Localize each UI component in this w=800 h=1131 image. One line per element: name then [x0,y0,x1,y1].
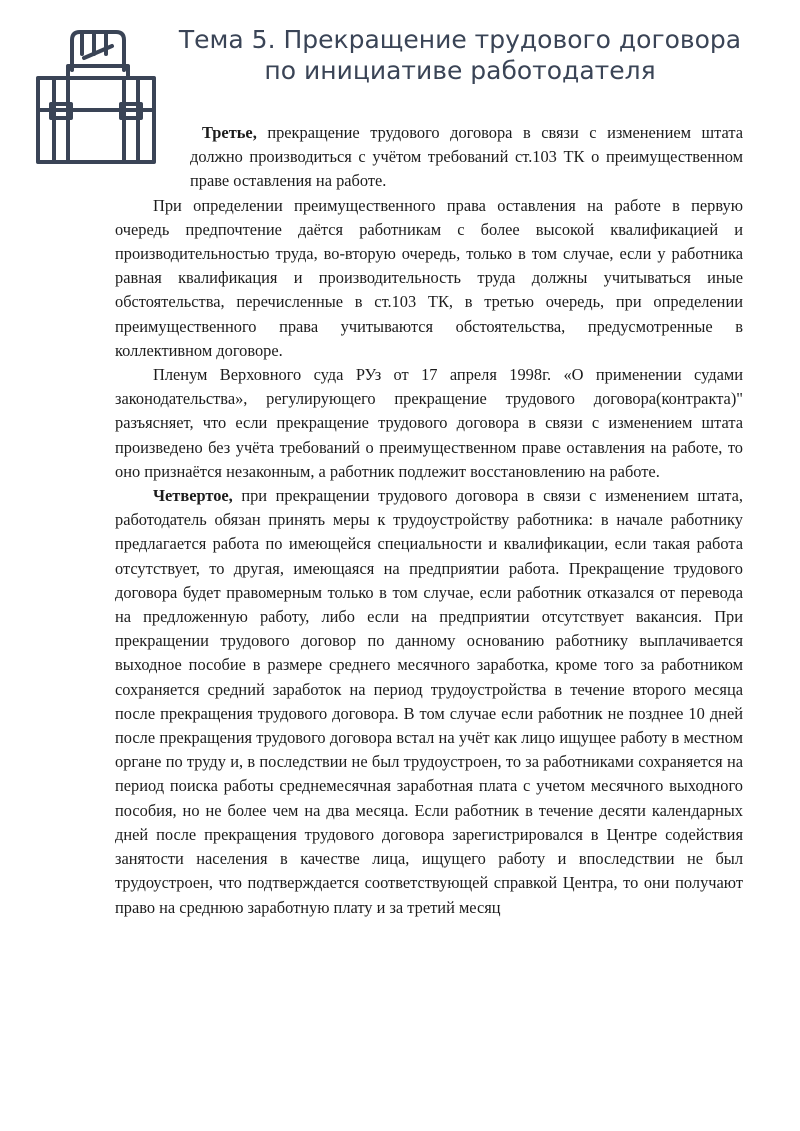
page-title [170,24,750,86]
title-line-1: Тема 5. Прекращение трудового договора [178,25,742,54]
paragraph-text: при прекращении трудового договора в связи с изменением штата, работодатель обязан принять меры к трудоустройству работника: в начале работнику предлагается работа по имеющейся специальности и квалификации, если такая работа отсутствует, то другая, имеющаяся на предприятии работа. Прекращение трудового договора будет правомерным только в том случае, если работник отказался от перевода на предложенную работу, либо если на предприятии отсутствует вакансия. При прекращении трудового договор по данному основанию работнику выплачивается выходное пособие в размере среднего месячного заработка, кроме того за работником сохраняется средний заработок на период трудоустройства в течение второго месяца после прекращения трудового договора. В том случае если работник не позднее 10 дней после прекращения трудового договора встал на учёт как лицо ищущее работу в местном органе по труду и, в последствии не был трудоустроен, то за работниками сохраняется на период поиска работы среднемесячная заработная плата с учетом месячного выходного пособия, но не более чем на два месяца. Если работник в течение десяти календарных дней после прекращения трудового договора зарегистрировался в Центре содействия занятости населения в качестве лица, ищущего работу и впоследствии не был трудоустроен, что подтверждается соответствующей справкой Центра, то они получают право на среднюю заработную плату и за третий месяц [115,486,743,917]
paragraph-text: прекращение трудового договора в связи с изменением штата должно производиться с учётом требований ст.103 ТК о преимущественном праве оставления на работе. [190,123,743,191]
document-body [115,121,743,920]
paragraph-fourth [115,484,743,920]
paragraph-lead: Четвертое, [153,486,233,506]
paragraph-plenum [115,363,743,484]
paragraph-text: Пленум Верховного суда РУз от 17 апреля 1998г. «О применении судами законодательства», регулирующего прекращение трудового договора(контракта)" разъясняет, что если прекращение трудового договора в связи с изменением штата произведено без учёта требований о преимущественном праве оставления на работе, то оно признаётся незаконным, а работник подлежит восстановлению на работе. [115,365,743,481]
paragraph-text: При определении преимущественного права оставления на работе в первую очередь предпочтение даётся работникам с более высокой квалификацией и производительностью труда, во-вторую очередь, только в том случае, если у работника равная квалификация и производительность труда должны учитываться иные обстоятельства, перечисленные в ст.103 ТК, в третью очередь, при определении преимущественного права учитываются обстоятельства, предусмотренные в коллективном договоре. [115,195,743,360]
paragraph-third [115,121,743,194]
paragraph-priority-right [115,194,743,363]
paragraph-lead: Третье, [202,123,257,142]
title-line-2: по инициативе работодателя [264,56,656,85]
